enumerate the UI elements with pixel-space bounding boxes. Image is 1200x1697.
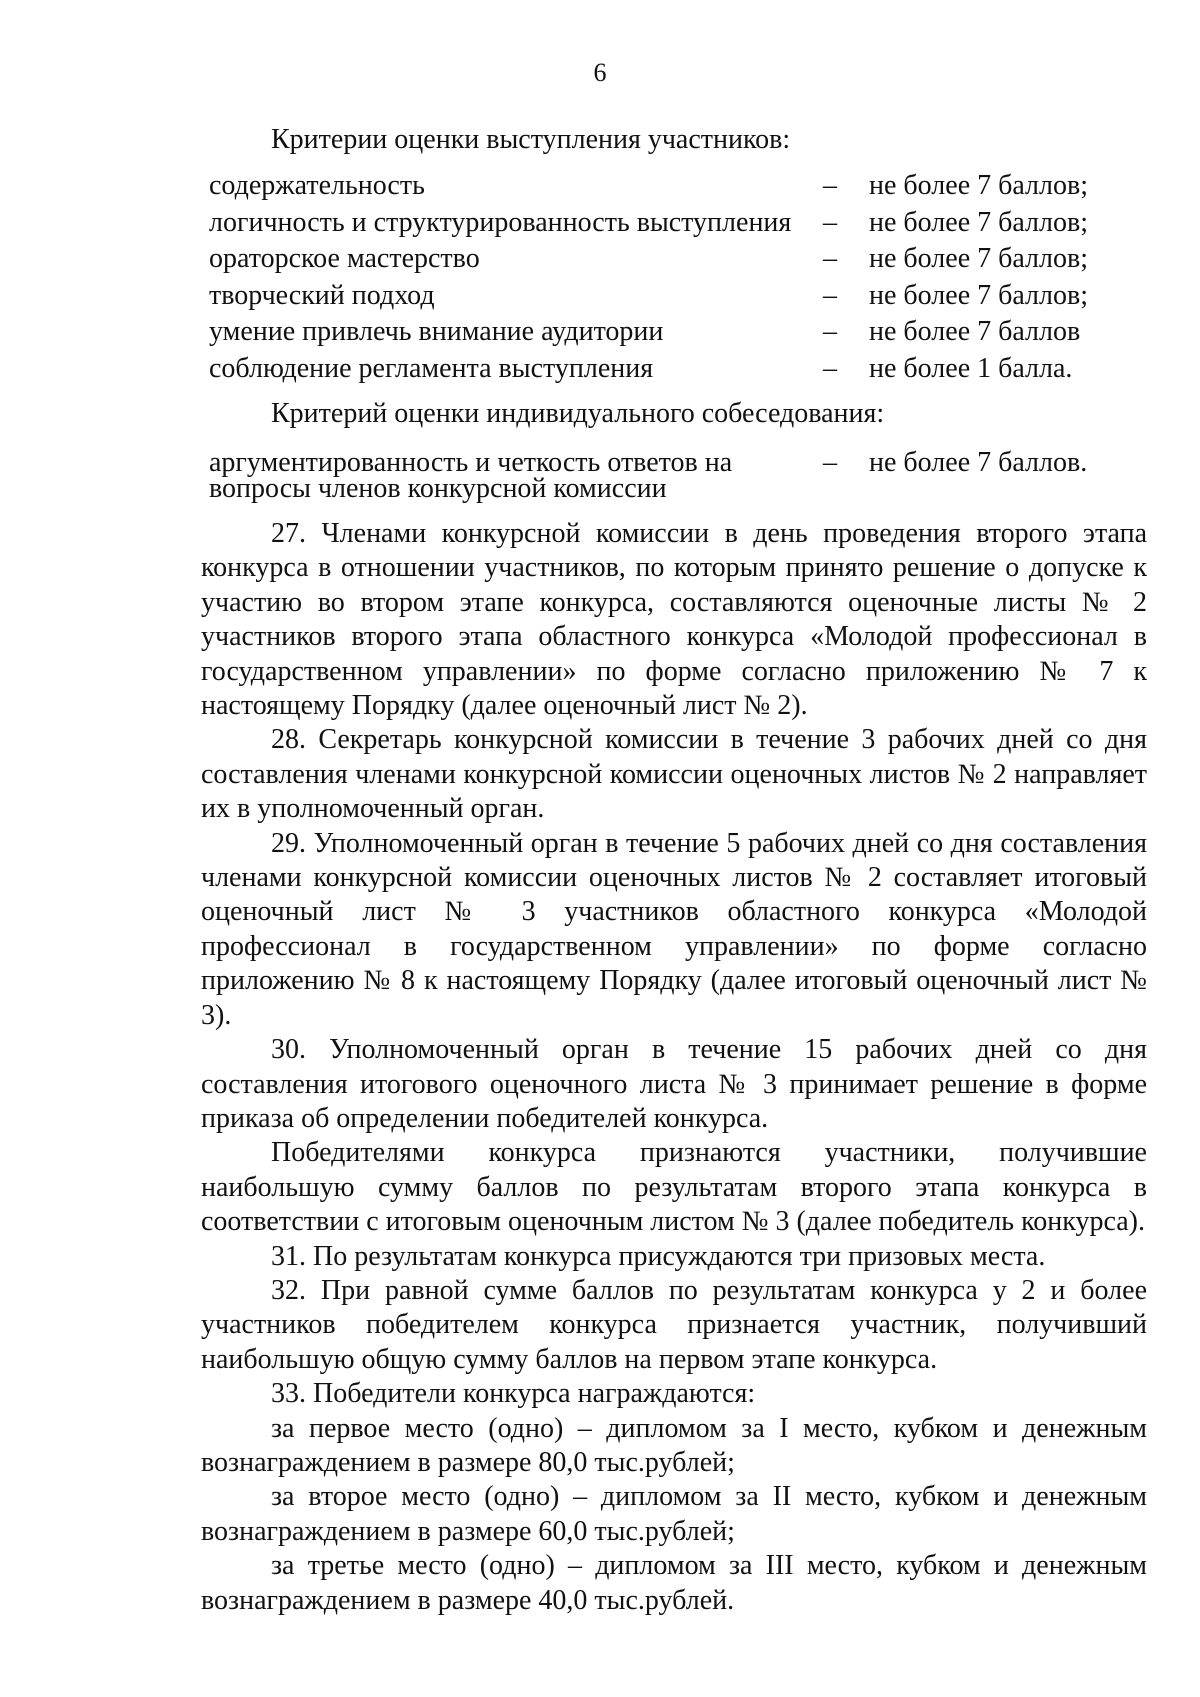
criteria-row bbox=[209, 241, 1109, 278]
criterion-dash: – bbox=[823, 170, 837, 201]
paragraph-27: 27. Членами конкурсной комиссии в день проведения второго этапа конкурса в отношении участников, по которым принято решение о допуске к участию во втором этапе конкурса, составляются оценочные листы № 2 участников второго этапа областного конкурса «Молодой профессионал в государственном управлении» по форме согласно приложению № 7 к настоящему Порядку (далее оценочный лист № 2). bbox=[201, 518, 1147, 722]
criterion-dash: – bbox=[823, 206, 837, 238]
performance-criteria-table bbox=[209, 168, 1109, 387]
paragraph-30: 30. Уполномоченный орган в течение 15 рабочих дней со дня составления итогового оценочного листа № 3 принимает решение в форме приказа об определении победителей конкурса. bbox=[201, 1034, 1147, 1134]
criterion-score: не более 7 баллов; bbox=[869, 206, 1088, 238]
criterion-name: ораторское мастерство bbox=[209, 243, 480, 274]
criterion-name: логичность и структурированность выступления bbox=[209, 206, 792, 238]
criteria-row bbox=[209, 447, 1109, 506]
criterion-name: умение привлечь внимание аудитории bbox=[209, 316, 664, 347]
criterion-name: творческий подход bbox=[209, 279, 435, 311]
paragraph-28: 28. Секретарь конкурсной комиссии в течение 3 рабочих дней со дня составления членами конкурсной комиссии оценочных листов № 2 направляет их в уполномоченный орган. bbox=[201, 724, 1147, 825]
paragraph-29: 29. Уполномоченный орган в течение 5 рабочих дней со дня составления членами конкурсной комиссии оценочных листов № 2 составляет итоговый оценочный лист № 3 участников областного конкурса «Молодой профессионал в государственном управлении» по форме согласно приложению № 8 к настоящему Порядку (далее итоговый оценочный лист № 3). bbox=[201, 827, 1147, 1031]
award-second-place: за второе место (одно) – дипломом за II место, кубком и денежным вознаграждением в размере 60,0 тыс.рублей; bbox=[201, 1481, 1147, 1547]
paragraph-31: 31. По результатам конкурса присуждаются три призовых места. bbox=[271, 1240, 1046, 1272]
criteria-row bbox=[209, 205, 1109, 242]
performance-criteria-heading: Критерии оценки выступления участников: bbox=[271, 124, 791, 155]
paragraph-33: 33. Победители конкурса награждаются: bbox=[271, 1378, 756, 1410]
interview-criteria-table bbox=[209, 447, 1109, 506]
criteria-row bbox=[209, 351, 1109, 388]
criterion-name: аргументированность и четкость ответов на вопросы членов конкурсной комиссии bbox=[209, 447, 733, 504]
criterion-score: не более 7 баллов; bbox=[869, 279, 1088, 311]
criterion-score: не более 7 баллов; bbox=[869, 170, 1088, 201]
criterion-dash: – bbox=[823, 243, 837, 274]
page-number: 6 bbox=[593, 58, 607, 87]
award-third-place: за третье место (одно) – дипломом за III место, кубком и денежным вознаграждением в размере 40,0 тыс.рублей. bbox=[201, 1550, 1147, 1616]
interview-criteria-heading: Критерий оценки индивидуального собеседования: bbox=[271, 398, 885, 429]
criteria-row bbox=[209, 168, 1109, 205]
paragraph-winners-definition: Победителями конкурса признаются участники, получившие наибольшую сумму баллов по результатам второго этапа конкурса в соответствии с итоговым оценочным листом № 3 (далее победитель конкурса). bbox=[201, 1137, 1147, 1238]
criterion-dash: – bbox=[823, 447, 837, 478]
document-body bbox=[201, 517, 1147, 1618]
criteria-row bbox=[209, 278, 1109, 315]
paragraph-32: 32. При равной сумме баллов по результатам конкурса у 2 и более участников победителем конкурса признается участник, получивший наибольшую общую сумму баллов на первом этапе конкурса. bbox=[201, 1274, 1147, 1375]
criterion-dash: – bbox=[823, 279, 837, 311]
criterion-score: не более 1 балла. bbox=[869, 352, 1073, 384]
criterion-name: соблюдение регламента выступления bbox=[209, 352, 654, 384]
criterion-score: не более 7 баллов. bbox=[869, 447, 1088, 478]
criterion-dash: – bbox=[823, 316, 837, 347]
criterion-score: не более 7 баллов; bbox=[869, 243, 1088, 274]
criterion-score: не более 7 баллов bbox=[869, 316, 1081, 347]
criterion-name: содержательность bbox=[209, 170, 425, 201]
award-first-place: за первое место (одно) – дипломом за I место, кубком и денежным вознаграждением в размере 80,0 тыс.рублей; bbox=[201, 1412, 1147, 1478]
criterion-dash: – bbox=[823, 352, 837, 384]
criteria-row bbox=[209, 314, 1109, 351]
